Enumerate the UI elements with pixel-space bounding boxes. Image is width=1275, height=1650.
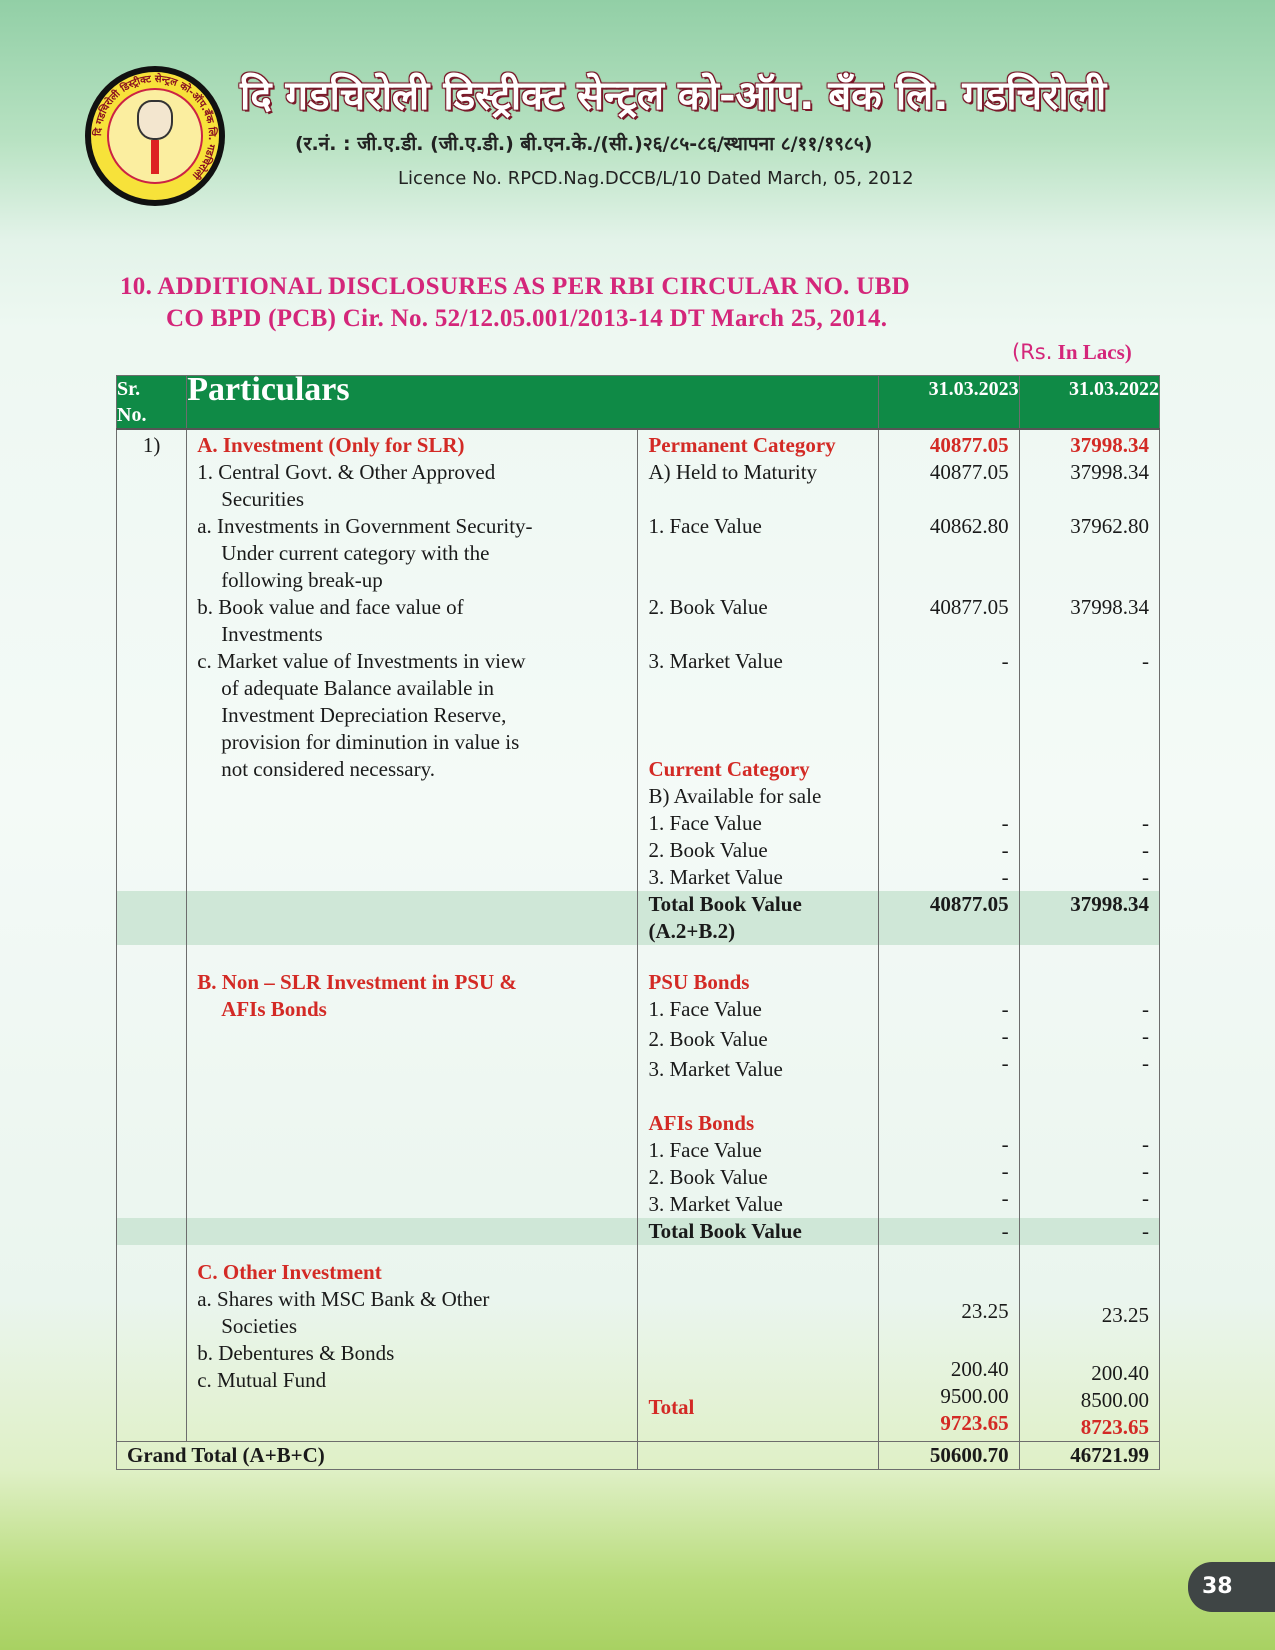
table-row: [117, 429, 1160, 891]
table-row: [117, 945, 1160, 1218]
section-title: [120, 271, 1040, 335]
section-b-values-2022: - - - - - -: [1019, 945, 1159, 1218]
registration-number: (र.नं. : जी.ए.डी. (जी.ए.डी.) बी.एन.के./(सी.)२६/८५-८६/स्थापना ८/११/१९८५): [295, 133, 873, 155]
grand-total-label: Grand Total (A+B+C): [117, 1442, 638, 1470]
section-c-values-2023: 23.25 200.40 9500.00 9723.65: [879, 1245, 1019, 1442]
sr-no-cell: 1): [117, 429, 187, 891]
units-label: (Rs. In Lacs): [1012, 340, 1132, 364]
section-c-categories: Total: [638, 1245, 879, 1442]
logo-ring-text: [85, 66, 225, 206]
investment-disclosure-table: [116, 371, 1160, 1470]
header-2023: 31.03.2023: [879, 376, 1019, 430]
grand-total-row: [117, 1442, 1160, 1470]
section-a-values-2023: 40877.05 40877.05 40862.80 40877.05 - - - -: [879, 429, 1019, 891]
section-title-line2: CO BPD (PCB) Cir. No. 52/12.05.001/2013-14 DT March 25, 2014.: [166, 305, 888, 332]
section-a-total-row: Total Book Value (A.2+B.2) 40877.05 37998.34: [117, 891, 1160, 945]
section-c-values-2022: 23.25 200.40 8500.00 8723.65: [1019, 1245, 1159, 1442]
table-row: [117, 1245, 1160, 1442]
bank-logo: [85, 66, 225, 206]
table-header-row: [117, 376, 1160, 430]
section-b-values-2023: - - - - - -: [879, 945, 1019, 1218]
grand-total-2023: 50600.70: [879, 1442, 1019, 1470]
section-b-categories: PSU Bonds 1. Face Value 2. Book Value 3. Market Value AFIs Bonds 1. Face Value 2. Book Value 3. Market Value: [638, 945, 879, 1218]
licence-number: Licence No. RPCD.Nag.DCCB/L/10 Dated March, 05, 2012: [398, 168, 914, 189]
section-a-description: A. Investment (Only for SLR) 1. Central Govt. & Other Approved Securities a. Investments in Government Security- Under current category with the following break-up b. Book value and face value of Investments c. Market value of Investments in view of adequate Balance available in Investment Depreciation Reserve, provision for diminution in value is not considered necessary.: [187, 429, 638, 891]
section-a-values-2022: 37998.34 37998.34 37962.80 37998.34 - - - -: [1019, 429, 1159, 891]
section-a-categories: Permanent Category A) Held to Maturity 1. Face Value 2. Book Value 3. Market Value Current Category B) Available for sale 1. Face Value 2. Book Value 3. Market Value: [638, 429, 879, 891]
section-title-line1: 10. ADDITIONAL DISCLOSURES AS PER RBI CIRCULAR NO. UBD: [120, 273, 910, 300]
page-number: 38: [1188, 1562, 1275, 1612]
header-particulars: Particulars: [187, 376, 879, 430]
grand-total-2022: 46721.99: [1019, 1442, 1159, 1470]
section-b-description: B. Non – SLR Investment in PSU & AFIs Bonds: [187, 945, 638, 1218]
header-sr-no: Sr. No.: [117, 376, 187, 430]
section-c-description: C. Other Investment a. Shares with MSC Bank & Other Societies b. Debentures & Bonds c. Mutual Fund: [187, 1245, 638, 1442]
svg-text:दि गडचिरोली डिस्ट्रीक्ट सेन्ट्: दि गडचिरोली डिस्ट्रीक्ट सेन्ट्रल को-ऑप.बँक लि. गडचिरोली: [92, 73, 218, 181]
section-b-total-row: Total Book Value - -: [117, 1218, 1160, 1245]
bank-name: दि गडचिरोली डिस्ट्रीक्ट सेन्ट्रल को-ऑप. बँक लि. गडचिरोली: [240, 73, 1107, 119]
header-2022: 31.03.2022: [1019, 376, 1159, 430]
